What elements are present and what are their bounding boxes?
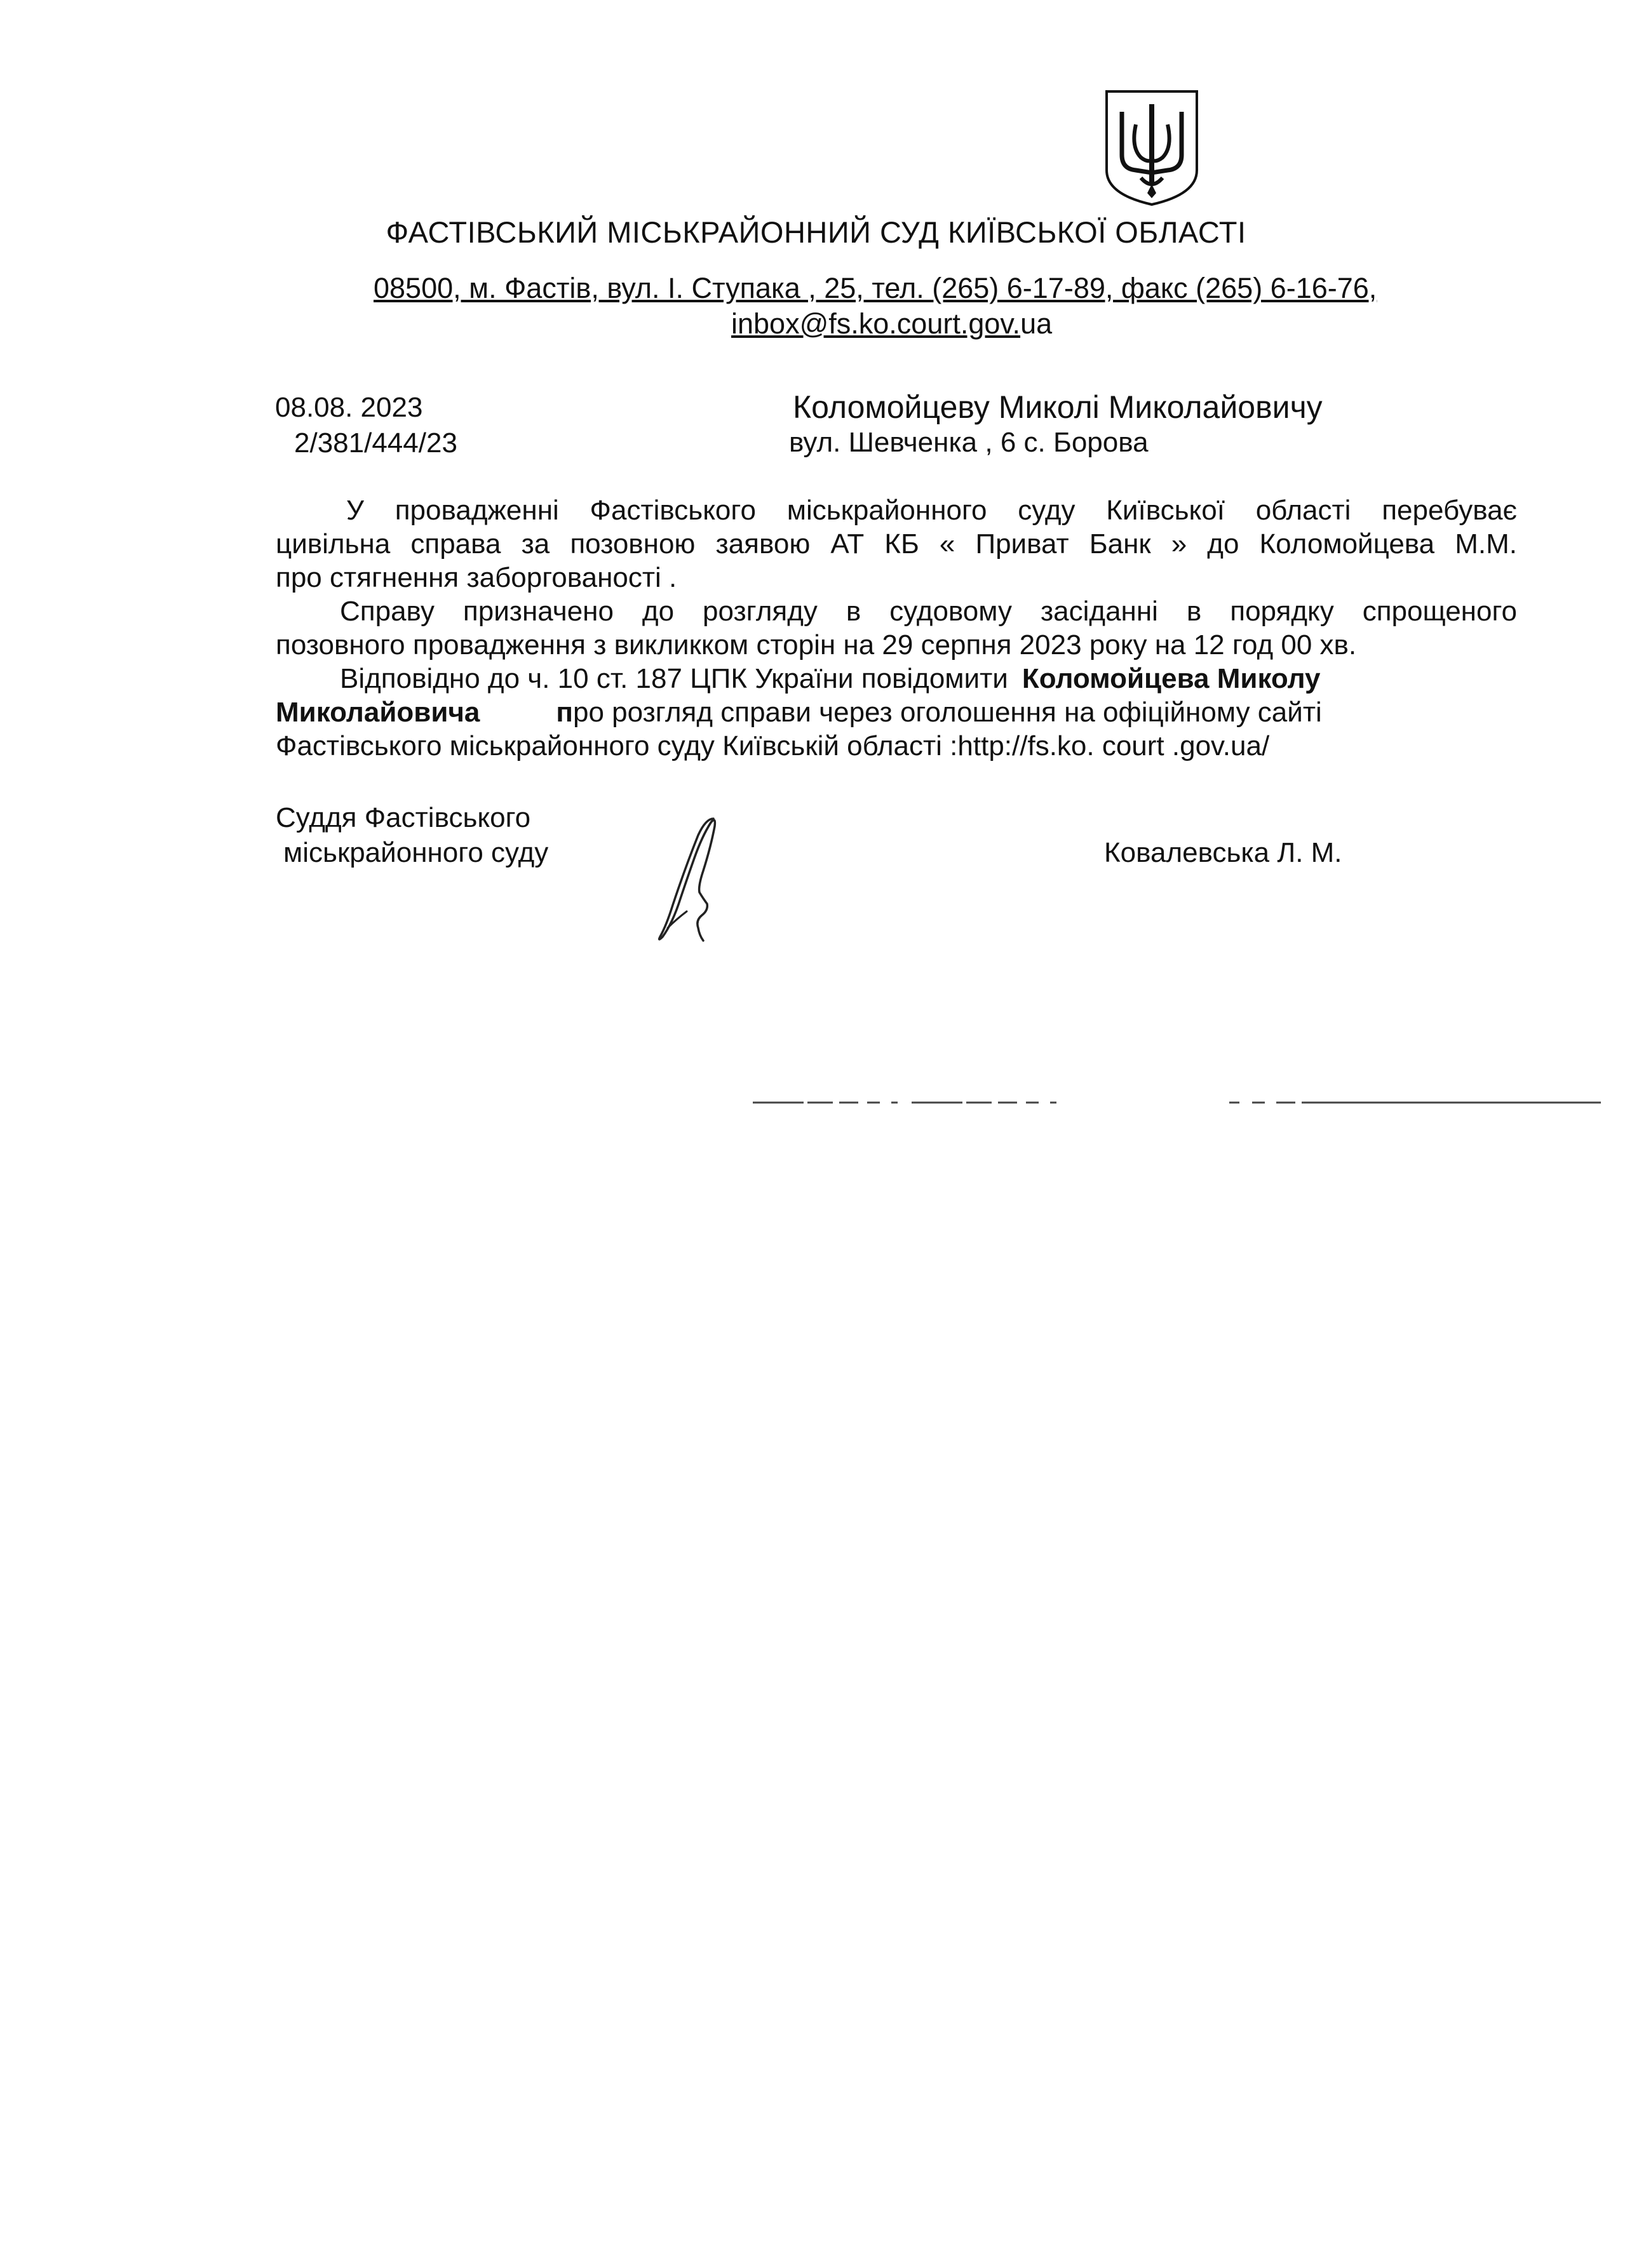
dashed-line-left	[753, 1100, 1064, 1105]
court-email-tail: ua	[1020, 307, 1053, 340]
trident-emblem-icon	[1103, 89, 1201, 207]
body-p3-line2-text: ро розгляд справи через оголошення на офіційному сайті	[572, 697, 1322, 728]
judge-title-line2: міськрайонного суду	[283, 837, 549, 868]
body-p3-line1	[340, 662, 1517, 695]
body-p3-line3: Фастівського міськрайонного суду Київській області :http://fs.ko. court .gov.ua/	[276, 730, 1270, 762]
defendant-patronymic-bold: Миколайовича	[276, 697, 480, 728]
handwritten-signature	[645, 816, 727, 943]
recipient-address: вул. Шевченка , 6 с. Борова	[789, 427, 1149, 458]
court-name-heading: ФАСТІВСЬКИЙ МІСЬКРАЙОННИЙ СУД КИЇВСЬКОЇ ОБЛАСТІ	[386, 215, 1246, 249]
body-p1-line3: про стягнення заборгованості .	[276, 562, 677, 593]
recipient-name: Коломойцеву Миколі Миколайовичу	[793, 389, 1323, 425]
court-email: inbox@fs.ko.court.gov.	[731, 307, 1021, 340]
defendant-name-bold: Коломойцева Миколу	[1022, 663, 1321, 694]
body-p2-line1: Справу призначено до розгляду в судовому засіданні в порядку спрощеного	[340, 596, 1517, 627]
court-address-line: 08500, м. Фастів, вул. І. Ступака , 25, тел. (265) 6-17-89, факс (265) 6-16-76,	[374, 272, 1377, 304]
body-p3-line2	[276, 696, 1517, 729]
judge-name: Ковалевська Л. М.	[1104, 837, 1342, 868]
body-p1-line2: цивільна справа за позовною заявою АТ КБ « Приват Банк » до Коломойцева М.М.	[276, 528, 1517, 560]
body-p1-line1: У провадженні Фастівського міськрайонного суду Київської області перебуває	[346, 495, 1517, 526]
body-p3-line1-text: Відповідно до ч. 10 ст. 187 ЦПК України повідомити	[340, 663, 1008, 694]
judge-title-line1: Суддя Фастівського	[276, 802, 531, 833]
case-number: 2/381/444/23	[294, 427, 457, 459]
court-email-line	[731, 307, 1052, 340]
document-date: 08.08. 2023	[275, 392, 423, 423]
bold-letter-p: п	[556, 697, 573, 728]
body-p2-line2: позовного провадження з викликком сторін на 29 серпня 2023 року на 12 год 00 хв.	[276, 629, 1357, 661]
dashed-line-right	[1229, 1100, 1601, 1105]
